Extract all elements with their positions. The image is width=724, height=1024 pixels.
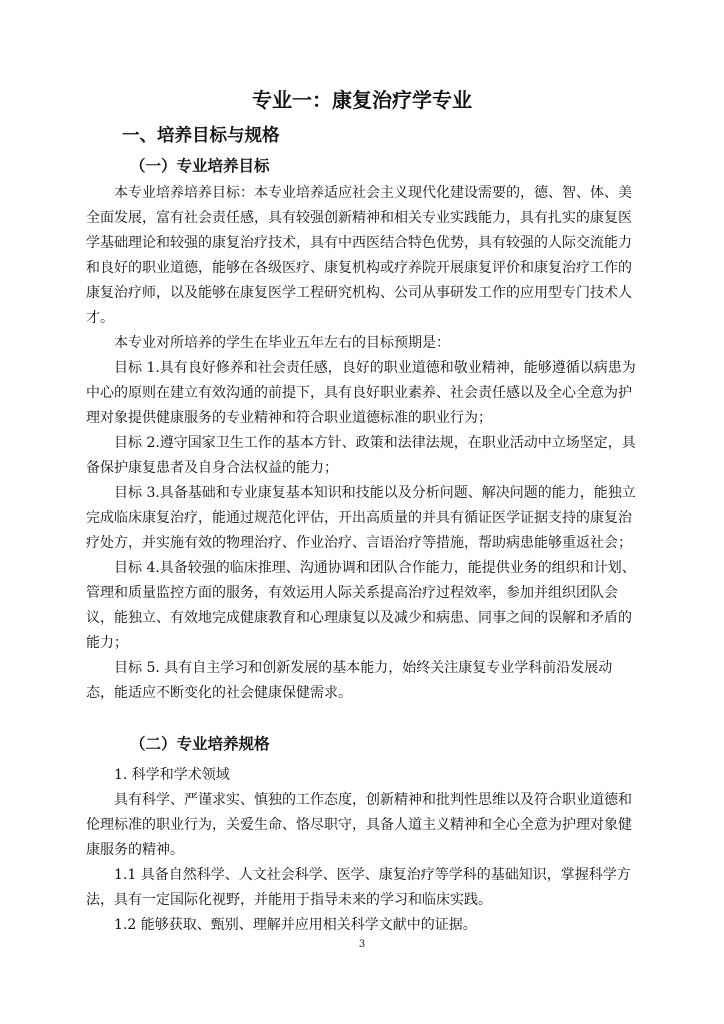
subsection-heading-goals: （一）专业培养目标 <box>130 157 270 175</box>
paragraph: 目标 3.具备基础和专业康复基本知识和技能以及分析问题、解决问题的能力，能独立完成临床康复治疗，能通过规范化评估，开出高质量的并具有循证医学证据支持的康复治疗处方，并实施有效的物理治疗、作业治疗、言语治疗等措施，帮助病患能够重返社会； <box>86 485 636 551</box>
goals-body <box>86 181 638 706</box>
paragraph: 目标 1.具有良好修养和社会责任感，良好的职业道德和敬业精神，能够遵循以病患为中心的原则在建立有效沟通的前提下，具有良好职业素养、社会责任感以及全心全意为护理对象提供健康服务的专业精神和符合职业道德标准的职业行为； <box>86 360 636 426</box>
paragraph: 本专业对所培养的学生在毕业五年左右的目标预期是： <box>114 335 450 351</box>
paragraph: 目标 2.遵守国家卫生工作的基本方针、政策和法律法规，在职业活动中立场坚定，具备保护康复患者及自身合法权益的能力； <box>86 435 636 476</box>
paragraph: 1.1 具备自然科学、人文社会科学、医学、康复治疗等学科的基础知识，掌握科学方法，具有一定国际化视野，并能用于指导未来的学习和临床实践。 <box>86 867 631 908</box>
section-heading: 一、培养目标与规格 <box>122 126 280 146</box>
page-title: 专业一：康复治疗学专业 <box>252 88 472 112</box>
paragraph: 本专业培养培养目标：本专业培养适应社会主义现代化建设需要的，德、智、体、美全面发展，富有社会责任感，具有较强创新精神和相关专业实践能力，具有扎实的康复医学基础理论和较强的康复治疗技术，具有中西医结合特色优势，具有较强的人际交流能力和良好的职业道德，能够在各级医疗、康复机构或疗养院开展康复评价和康复治疗工作的康复治疗师，以及能够在康复医学工程研究机构、公司从事研发工作的应用型专门技术人才。 <box>86 185 632 326</box>
page-number: 3 <box>358 939 366 950</box>
paragraph: 目标 4.具备较强的临床推理、沟通协调和团队合作能力，能提供业务的组织和计划、管理和质量监控方面的服务，有效运用人际关系提高治疗过程效率，参加并组织团队会议，能独立、有效地完成健康教育和心理康复以及减少和病患、同事之间的误解和矛盾的能力； <box>86 560 636 651</box>
paragraph: 具有科学、严谨求实、慎独的工作态度，创新精神和批判性思维以及符合职业道德和伦理标准的职业行为，关爱生命、恪尽职守，具备人道主义精神和全心全意为护理对象健康服务的精神。 <box>86 792 632 858</box>
subsection-heading-specifications: （二）专业培养规格 <box>130 735 270 753</box>
paragraph: 1.2 能够获取、甄别、理解并应用相关科学文献中的证据。 <box>114 917 477 933</box>
specifications-body <box>86 763 638 938</box>
paragraph: 1. 科学和学术领域 <box>114 767 230 783</box>
paragraph: 目标 5. 具有自主学习和创新发展的基本能力，始终关注康复专业学科前沿发展动态，能适应不断变化的社会健康保健需求。 <box>86 660 613 701</box>
